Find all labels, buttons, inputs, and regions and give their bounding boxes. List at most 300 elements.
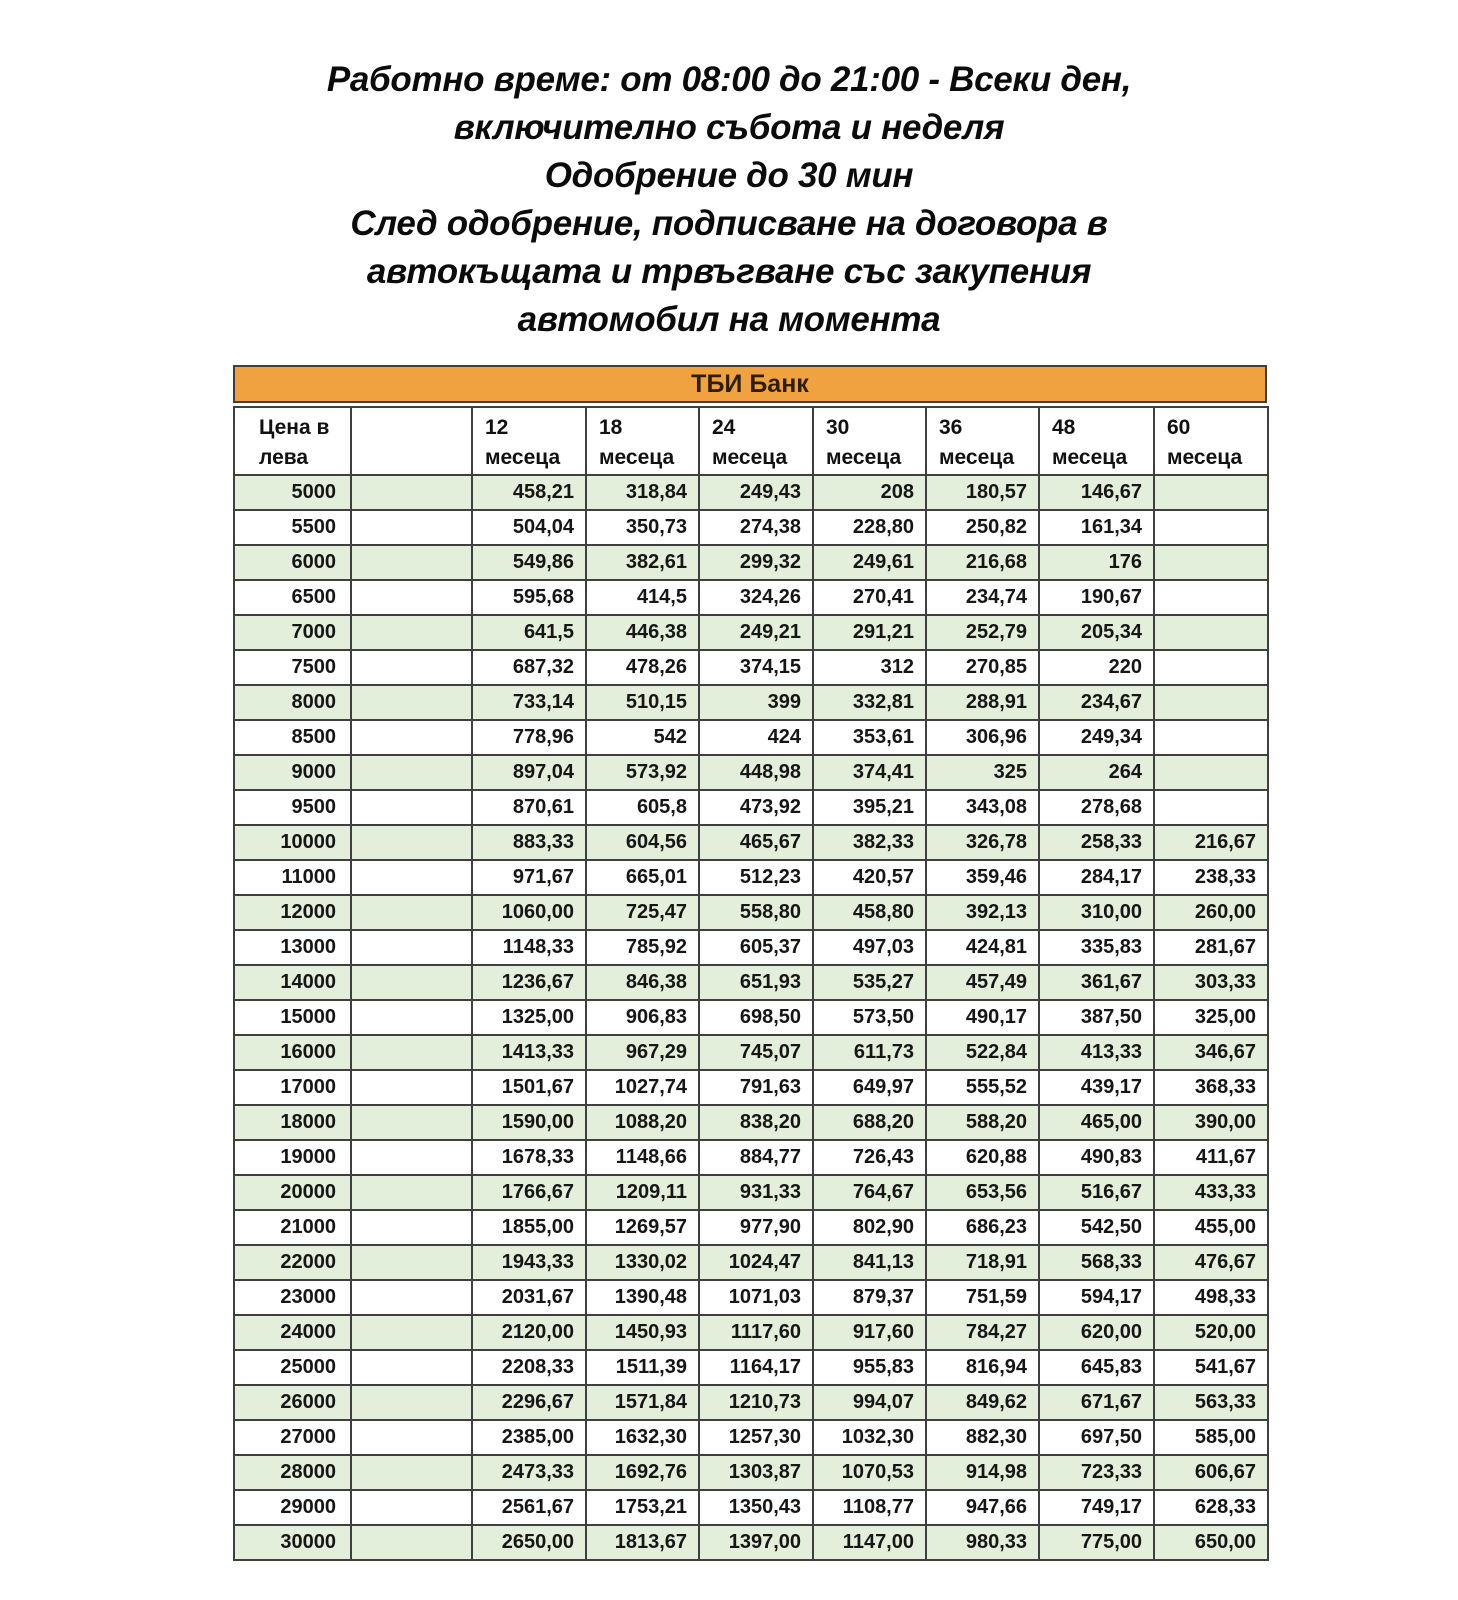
table-row (234, 1525, 1268, 1560)
payment-cell: 1071,03 (699, 1280, 813, 1315)
payment-cell: 291,21 (813, 615, 926, 650)
payment-cell: 325 (926, 755, 1039, 790)
payment-cell: 1330,02 (586, 1245, 699, 1280)
payment-cell: 326,78 (926, 825, 1039, 860)
payment-cell: 1632,30 (586, 1420, 699, 1455)
payment-cell: 2031,67 (472, 1280, 586, 1315)
payment-cell: 1678,33 (472, 1140, 586, 1175)
price-cell: 14000 (234, 965, 351, 1000)
table-row (234, 860, 1268, 895)
payment-cell: 374,15 (699, 650, 813, 685)
payment-cell: 299,32 (699, 545, 813, 580)
price-cell: 7000 (234, 615, 351, 650)
price-cell: 27000 (234, 1420, 351, 1455)
payment-cell: 146,67 (1039, 475, 1154, 510)
payment-cell: 1257,30 (699, 1420, 813, 1455)
payment-cell: 310,00 (1039, 895, 1154, 930)
payment-cell: 335,83 (1039, 930, 1154, 965)
payment-cell: 414,5 (586, 580, 699, 615)
payment-cell: 270,85 (926, 650, 1039, 685)
table-row (234, 825, 1268, 860)
payment-cell: 906,83 (586, 1000, 699, 1035)
payment-cell: 1590,00 (472, 1105, 586, 1140)
title-line: автомобил на момента (517, 300, 941, 339)
price-cell: 8000 (234, 685, 351, 720)
payment-cell: 1390,48 (586, 1280, 699, 1315)
payment-cell: 368,33 (1154, 1070, 1268, 1105)
payment-cell: 733,14 (472, 685, 586, 720)
payment-cell: 458,80 (813, 895, 926, 930)
empty-cell (351, 755, 472, 790)
payment-cell: 306,96 (926, 720, 1039, 755)
payment-cell: 312 (813, 650, 926, 685)
table-row (234, 1140, 1268, 1175)
payment-cell: 234,67 (1039, 685, 1154, 720)
payment-cell: 558,80 (699, 895, 813, 930)
payment-cell: 399 (699, 685, 813, 720)
payment-cell: 1027,74 (586, 1070, 699, 1105)
payment-cell: 535,27 (813, 965, 926, 1000)
payment-cell: 1117,60 (699, 1315, 813, 1350)
payment-cell: 387,50 (1039, 1000, 1154, 1035)
title-line: След одобрение, подписване на договора в (350, 204, 1108, 243)
payment-cell: 870,61 (472, 790, 586, 825)
payment-cell: 390,00 (1154, 1105, 1268, 1140)
payment-cell: 497,03 (813, 930, 926, 965)
payment-cell: 967,29 (586, 1035, 699, 1070)
payment-cell: 249,21 (699, 615, 813, 650)
payment-cell: 665,01 (586, 860, 699, 895)
payment-cell: 884,77 (699, 1140, 813, 1175)
payment-cell: 688,20 (813, 1105, 926, 1140)
payment-cell: 1070,53 (813, 1455, 926, 1490)
credit-table (233, 406, 1269, 1561)
payment-cell: 914,98 (926, 1455, 1039, 1490)
empty-cell (351, 1175, 472, 1210)
price-cell: 15000 (234, 1000, 351, 1035)
payment-cell: 791,63 (699, 1070, 813, 1105)
payment-cell: 249,34 (1039, 720, 1154, 755)
payment-cell: 568,33 (1039, 1245, 1154, 1280)
table-row (234, 615, 1268, 650)
payment-cell: 448,98 (699, 755, 813, 790)
payment-cell: 2561,67 (472, 1490, 586, 1525)
payment-cell: 1024,47 (699, 1245, 813, 1280)
column-header-60-months: 60 месеца (1154, 407, 1268, 475)
payment-cell: 1501,67 (472, 1070, 586, 1105)
payment-cell: 1813,67 (586, 1525, 699, 1560)
payment-cell: 420,57 (813, 860, 926, 895)
empty-cell (351, 720, 472, 755)
payment-cell: 350,73 (586, 510, 699, 545)
table-row (234, 545, 1268, 580)
payment-cell: 723,33 (1039, 1455, 1154, 1490)
payment-cell: 318,84 (586, 475, 699, 510)
payment-cell: 802,90 (813, 1210, 926, 1245)
payment-cell: 1303,87 (699, 1455, 813, 1490)
price-cell: 6000 (234, 545, 351, 580)
payment-cell: 1088,20 (586, 1105, 699, 1140)
table-row (234, 685, 1268, 720)
payment-cell: 542,50 (1039, 1210, 1154, 1245)
price-cell: 5000 (234, 475, 351, 510)
payment-cell: 1450,93 (586, 1315, 699, 1350)
table-row (234, 1105, 1268, 1140)
page-title (0, 0, 1458, 344)
payment-cell: 176 (1039, 545, 1154, 580)
empty-cell (351, 930, 472, 965)
table-row (234, 790, 1268, 825)
empty-cell (351, 1140, 472, 1175)
payment-cell: 490,17 (926, 1000, 1039, 1035)
payment-cell: 473,92 (699, 790, 813, 825)
payment-cell: 465,67 (699, 825, 813, 860)
price-cell: 29000 (234, 1490, 351, 1525)
payment-cell: 882,30 (926, 1420, 1039, 1455)
price-cell: 11000 (234, 860, 351, 895)
table-row (234, 1455, 1268, 1490)
payment-cell: 649,97 (813, 1070, 926, 1105)
empty-cell (351, 510, 472, 545)
price-cell: 5500 (234, 510, 351, 545)
price-cell: 18000 (234, 1105, 351, 1140)
table-row (234, 895, 1268, 930)
price-cell: 9000 (234, 755, 351, 790)
empty-cell (351, 860, 472, 895)
payment-cell: 1753,21 (586, 1490, 699, 1525)
payment-cell: 745,07 (699, 1035, 813, 1070)
empty-cell (351, 1315, 472, 1350)
payment-cell (1154, 650, 1268, 685)
payment-cell: 361,67 (1039, 965, 1154, 1000)
payment-cell: 1413,33 (472, 1035, 586, 1070)
payment-cell: 620,88 (926, 1140, 1039, 1175)
table-row (234, 1000, 1268, 1035)
table-row (234, 650, 1268, 685)
payment-cell: 264 (1039, 755, 1154, 790)
payment-cell: 749,17 (1039, 1490, 1154, 1525)
payment-cell: 1032,30 (813, 1420, 926, 1455)
price-cell: 7500 (234, 650, 351, 685)
payment-cell: 490,83 (1039, 1140, 1154, 1175)
column-header-empty (351, 407, 472, 475)
payment-cell: 278,68 (1039, 790, 1154, 825)
payment-cell: 697,50 (1039, 1420, 1154, 1455)
table-row (234, 720, 1268, 755)
price-cell: 8500 (234, 720, 351, 755)
table-row (234, 1035, 1268, 1070)
payment-cell: 413,33 (1039, 1035, 1154, 1070)
payment-cell: 841,13 (813, 1245, 926, 1280)
payment-cell: 645,83 (1039, 1350, 1154, 1385)
payment-cell: 1147,00 (813, 1525, 926, 1560)
table-row (234, 580, 1268, 615)
payment-cell: 605,8 (586, 790, 699, 825)
payment-cell: 270,41 (813, 580, 926, 615)
payment-cell: 249,61 (813, 545, 926, 580)
empty-cell (351, 1490, 472, 1525)
payment-cell: 288,91 (926, 685, 1039, 720)
payment-cell: 751,59 (926, 1280, 1039, 1315)
table-row (234, 1385, 1268, 1420)
payment-cell: 653,56 (926, 1175, 1039, 1210)
payment-cell: 325,00 (1154, 1000, 1268, 1035)
payment-cell: 687,32 (472, 650, 586, 685)
column-header-48-months: 48 месеца (1039, 407, 1154, 475)
price-cell: 30000 (234, 1525, 351, 1560)
payment-cell: 439,17 (1039, 1070, 1154, 1105)
payment-cell: 258,33 (1039, 825, 1154, 860)
column-header-row (234, 407, 1268, 475)
payment-cell: 611,73 (813, 1035, 926, 1070)
table-row (234, 1490, 1268, 1525)
payment-cell: 879,37 (813, 1280, 926, 1315)
payment-cell: 260,00 (1154, 895, 1268, 930)
payment-cell: 216,68 (926, 545, 1039, 580)
price-cell: 21000 (234, 1210, 351, 1245)
credit-table-container (233, 365, 1267, 1561)
payment-cell: 2385,00 (472, 1420, 586, 1455)
payment-cell: 650,00 (1154, 1525, 1268, 1560)
payment-cell: 284,17 (1039, 860, 1154, 895)
empty-cell (351, 1000, 472, 1035)
payment-cell: 686,23 (926, 1210, 1039, 1245)
payment-cell: 382,33 (813, 825, 926, 860)
table-row (234, 1210, 1268, 1245)
payment-cell: 594,17 (1039, 1280, 1154, 1315)
price-cell: 28000 (234, 1455, 351, 1490)
price-cell: 20000 (234, 1175, 351, 1210)
payment-cell: 917,60 (813, 1315, 926, 1350)
payment-cell: 478,26 (586, 650, 699, 685)
payment-cell: 1060,00 (472, 895, 586, 930)
title-line: Одобрение до 30 мин (544, 156, 914, 195)
empty-cell (351, 545, 472, 580)
payment-cell: 522,84 (926, 1035, 1039, 1070)
payment-cell: 620,00 (1039, 1315, 1154, 1350)
payment-cell: 573,50 (813, 1000, 926, 1035)
payment-cell: 588,20 (926, 1105, 1039, 1140)
payment-cell: 725,47 (586, 895, 699, 930)
payment-cell: 778,96 (472, 720, 586, 755)
payment-cell: 1209,11 (586, 1175, 699, 1210)
title-line: Работно време: от 08:00 до 21:00 - Всеки ден, (326, 60, 1132, 99)
table-row (234, 510, 1268, 545)
empty-cell (351, 825, 472, 860)
payment-cell: 458,21 (472, 475, 586, 510)
payment-cell: 476,67 (1154, 1245, 1268, 1280)
empty-cell (351, 1105, 472, 1140)
payment-cell: 605,37 (699, 930, 813, 965)
payment-cell: 573,92 (586, 755, 699, 790)
payment-cell: 392,13 (926, 895, 1039, 930)
payment-cell: 1236,67 (472, 965, 586, 1000)
payment-cell: 1571,84 (586, 1385, 699, 1420)
payment-cell (1154, 580, 1268, 615)
payment-cell: 1692,76 (586, 1455, 699, 1490)
payment-cell (1154, 615, 1268, 650)
payment-cell: 353,61 (813, 720, 926, 755)
title-line: автокъщата и трвъгване със закупения (366, 252, 1092, 291)
payment-cell: 382,61 (586, 545, 699, 580)
payment-cell (1154, 720, 1268, 755)
payment-cell: 641,5 (472, 615, 586, 650)
empty-cell (351, 580, 472, 615)
payment-cell: 220 (1039, 650, 1154, 685)
empty-cell (351, 1280, 472, 1315)
payment-cell: 2650,00 (472, 1525, 586, 1560)
price-cell: 10000 (234, 825, 351, 860)
payment-cell: 947,66 (926, 1490, 1039, 1525)
table-row (234, 1420, 1268, 1455)
payment-cell: 208 (813, 475, 926, 510)
payment-cell: 595,68 (472, 580, 586, 615)
payment-cell: 1397,00 (699, 1525, 813, 1560)
price-header-line2: лева (259, 446, 309, 469)
payment-cell (1154, 475, 1268, 510)
payment-cell: 1855,00 (472, 1210, 586, 1245)
empty-cell (351, 965, 472, 1000)
column-header-12-months: 12 месеца (472, 407, 586, 475)
price-cell: 16000 (234, 1035, 351, 1070)
payment-cell: 606,67 (1154, 1455, 1268, 1490)
payment-cell: 2473,33 (472, 1455, 586, 1490)
table-row (234, 965, 1268, 1000)
payment-cell: 512,23 (699, 860, 813, 895)
payment-cell: 651,93 (699, 965, 813, 1000)
payment-cell: 980,33 (926, 1525, 1039, 1560)
payment-cell: 498,33 (1154, 1280, 1268, 1315)
payment-cell: 520,00 (1154, 1315, 1268, 1350)
payment-cell: 190,67 (1039, 580, 1154, 615)
payment-cell: 252,79 (926, 615, 1039, 650)
payment-cell: 816,94 (926, 1350, 1039, 1385)
payment-cell: 785,92 (586, 930, 699, 965)
payment-cell (1154, 545, 1268, 580)
payment-cell (1154, 790, 1268, 825)
payment-cell: 516,67 (1039, 1175, 1154, 1210)
payment-cell (1154, 685, 1268, 720)
payment-cell: 846,38 (586, 965, 699, 1000)
payment-cell: 883,33 (472, 825, 586, 860)
empty-cell (351, 650, 472, 685)
payment-cell: 775,00 (1039, 1525, 1154, 1560)
empty-cell (351, 615, 472, 650)
payment-cell: 457,49 (926, 965, 1039, 1000)
payment-cell: 1943,33 (472, 1245, 586, 1280)
payment-cell: 424 (699, 720, 813, 755)
payment-cell: 303,33 (1154, 965, 1268, 1000)
payment-cell: 698,50 (699, 1000, 813, 1035)
table-row (234, 1175, 1268, 1210)
payment-cell: 250,82 (926, 510, 1039, 545)
payment-cell: 1210,73 (699, 1385, 813, 1420)
column-header-24-months: 24 месеца (699, 407, 813, 475)
price-cell: 9500 (234, 790, 351, 825)
payment-cell: 411,67 (1154, 1140, 1268, 1175)
payment-cell: 1108,77 (813, 1490, 926, 1525)
payment-cell: 359,46 (926, 860, 1039, 895)
payment-cell: 2296,67 (472, 1385, 586, 1420)
payment-cell: 433,33 (1154, 1175, 1268, 1210)
payment-cell: 971,67 (472, 860, 586, 895)
empty-cell (351, 1245, 472, 1280)
price-cell: 24000 (234, 1315, 351, 1350)
empty-cell (351, 685, 472, 720)
payment-cell: 504,04 (472, 510, 586, 545)
payment-cell: 332,81 (813, 685, 926, 720)
payment-cell: 838,20 (699, 1105, 813, 1140)
table-row (234, 755, 1268, 790)
payment-cell: 228,80 (813, 510, 926, 545)
table-row (234, 930, 1268, 965)
price-cell: 17000 (234, 1070, 351, 1105)
payment-cell: 784,27 (926, 1315, 1039, 1350)
payment-cell: 628,33 (1154, 1490, 1268, 1525)
empty-cell (351, 1350, 472, 1385)
bank-header-bar (233, 365, 1267, 403)
payment-cell: 234,74 (926, 580, 1039, 615)
payment-cell: 726,43 (813, 1140, 926, 1175)
empty-cell (351, 475, 472, 510)
empty-cell (351, 1070, 472, 1105)
payment-cell: 2208,33 (472, 1350, 586, 1385)
title-line: включително събота и неделя (453, 108, 1005, 147)
table-row (234, 1350, 1268, 1385)
payment-cell: 446,38 (586, 615, 699, 650)
payment-cell: 510,15 (586, 685, 699, 720)
payment-cell: 585,00 (1154, 1420, 1268, 1455)
payment-cell: 1350,43 (699, 1490, 813, 1525)
price-header-line1: Цена в (259, 416, 330, 439)
payment-cell: 216,67 (1154, 825, 1268, 860)
payment-cell: 1511,39 (586, 1350, 699, 1385)
price-cell: 19000 (234, 1140, 351, 1175)
empty-cell (351, 1525, 472, 1560)
payment-cell: 563,33 (1154, 1385, 1268, 1420)
column-header-30-months: 30 месеца (813, 407, 926, 475)
empty-cell (351, 895, 472, 930)
payment-cell: 977,90 (699, 1210, 813, 1245)
column-header-price (234, 407, 351, 475)
payment-cell: 849,62 (926, 1385, 1039, 1420)
payment-cell (1154, 755, 1268, 790)
payment-cell: 1148,33 (472, 930, 586, 965)
payment-cell: 549,86 (472, 545, 586, 580)
price-cell: 22000 (234, 1245, 351, 1280)
price-cell: 26000 (234, 1385, 351, 1420)
price-cell: 25000 (234, 1350, 351, 1385)
payment-cell: 1164,17 (699, 1350, 813, 1385)
payment-cell: 465,00 (1039, 1105, 1154, 1140)
payment-cell: 764,67 (813, 1175, 926, 1210)
price-cell: 23000 (234, 1280, 351, 1315)
payment-cell: 324,26 (699, 580, 813, 615)
payment-cell: 897,04 (472, 755, 586, 790)
table-row (234, 1070, 1268, 1105)
payment-cell: 238,33 (1154, 860, 1268, 895)
payment-cell: 205,34 (1039, 615, 1154, 650)
payment-cell: 604,56 (586, 825, 699, 860)
empty-cell (351, 1420, 472, 1455)
bank-name: ТБИ Банк (691, 369, 809, 398)
column-header-36-months: 36 месеца (926, 407, 1039, 475)
payment-cell: 555,52 (926, 1070, 1039, 1105)
payment-cell: 542 (586, 720, 699, 755)
table-row (234, 1245, 1268, 1280)
empty-cell (351, 1210, 472, 1245)
empty-cell (351, 790, 472, 825)
